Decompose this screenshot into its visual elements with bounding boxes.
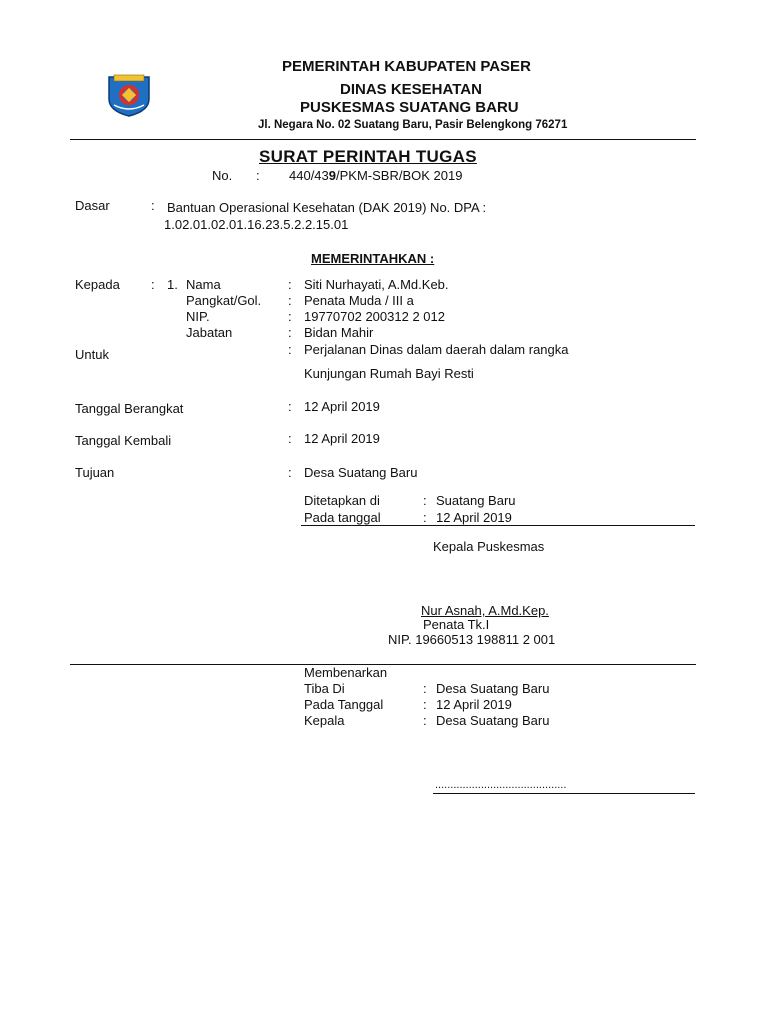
tujuan-value: Desa Suatang Baru	[304, 465, 418, 480]
signer-nip: NIP. 19660513 198811 2 001	[388, 632, 556, 647]
field-value-jabatan: Bidan Mahir	[304, 325, 374, 340]
field-label-pangkat: Pangkat/Gol.	[186, 293, 262, 308]
logo-emblem	[106, 71, 152, 117]
header-address: Jl. Negara No. 02 Suatang Baru, Pasir Belengkong 76271	[258, 119, 568, 131]
kembali-colon: :	[288, 431, 292, 446]
signature-placeholder: ...........................................	[435, 779, 567, 791]
document-title: SURAT PERINTAH TUGAS	[259, 147, 477, 166]
pada-tanggal-label: Pada Tanggal	[304, 697, 384, 712]
dasar-line2: 1.02.01.02.01.16.23.5.2.2.15.01	[164, 217, 349, 232]
number-label: No.	[212, 168, 233, 183]
number-part1: 440/43	[289, 168, 329, 183]
field-value-pangkat: Penata Muda / III a	[304, 293, 414, 308]
ditetapkan-place-label: Ditetapkan di	[304, 493, 380, 508]
kepala-value: Desa Suatang Baru	[436, 713, 550, 728]
header-agency: DINAS KESEHATAN	[340, 81, 482, 98]
pada-tanggal-value: 12 April 2019	[436, 697, 512, 712]
tujuan-label: Tujuan	[75, 465, 115, 480]
command-heading: MEMERINTAHKAN :	[311, 251, 435, 266]
tiba-colon: :	[423, 681, 427, 696]
kepala-label: Kepala	[304, 713, 345, 728]
field-label-nama: Nama	[186, 277, 221, 292]
dasar-line1: Bantuan Operasional Kesehatan (DAK 2019) No. DPA :	[167, 200, 487, 215]
tiba-value: Desa Suatang Baru	[436, 681, 550, 696]
field-label-nip: NIP.	[186, 309, 210, 324]
untuk-line2: Kunjungan Rumah Bayi Resti	[304, 366, 474, 381]
tujuan-colon: :	[288, 465, 292, 480]
signer-title: Kepala Puskesmas	[433, 539, 545, 554]
dasar-colon: :	[151, 198, 155, 213]
kepada-colon: :	[151, 277, 155, 292]
signature-line	[433, 793, 695, 794]
tiba-label: Tiba Di	[304, 681, 345, 696]
number-part2: 9	[328, 168, 336, 183]
field-label-jabatan: Jabatan	[186, 325, 233, 340]
kembali-label: Tanggal Kembali	[75, 433, 172, 448]
signer-name: Nur Asnah, A.Md.Kep.	[421, 603, 549, 618]
ditetapkan-divider	[301, 525, 695, 526]
signer-rank: Penata Tk.I	[423, 617, 490, 632]
header-puskesmas: PUSKESMAS SUATANG BARU	[300, 99, 519, 116]
document-number	[289, 168, 462, 183]
untuk-colon: :	[288, 342, 292, 357]
berangkat-label: Tanggal Berangkat	[75, 401, 184, 416]
dasar-label: Dasar	[75, 198, 110, 213]
field-colon-nip: :	[288, 309, 292, 324]
ditetapkan-date-colon: :	[423, 510, 427, 525]
header-divider	[70, 139, 696, 140]
number-colon: :	[256, 168, 260, 183]
untuk-line1: Perjalanan Dinas dalam daerah dalam rangka	[304, 342, 569, 357]
field-colon-nama: :	[288, 277, 292, 292]
field-colon-jabatan: :	[288, 325, 292, 340]
ditetapkan-place-colon: :	[423, 493, 427, 508]
ditetapkan-date-label: Pada tanggal	[304, 510, 381, 525]
ditetapkan-place-value: Suatang Baru	[436, 493, 516, 508]
ditetapkan-date-value: 12 April 2019	[436, 510, 512, 525]
field-value-nip: 19770702 200312 2 012	[304, 309, 445, 324]
kepada-index: 1.	[167, 277, 178, 292]
kepala-colon: :	[423, 713, 427, 728]
field-colon-pangkat: :	[288, 293, 292, 308]
berangkat-value: 12 April 2019	[304, 399, 380, 414]
kepada-label: Kepada	[75, 277, 120, 292]
untuk-label: Untuk	[75, 347, 109, 362]
kembali-value: 12 April 2019	[304, 431, 380, 446]
berangkat-colon: :	[288, 399, 292, 414]
pada-tanggal-colon: :	[423, 697, 427, 712]
membenarkan-heading: Membenarkan	[304, 665, 388, 680]
number-part3: /PKM-SBR/BOK 2019	[336, 168, 463, 183]
header-government: PEMERINTAH KABUPATEN PASER	[282, 58, 531, 75]
field-value-nama: Siti Nurhayati, A.Md.Keb.	[304, 277, 449, 292]
